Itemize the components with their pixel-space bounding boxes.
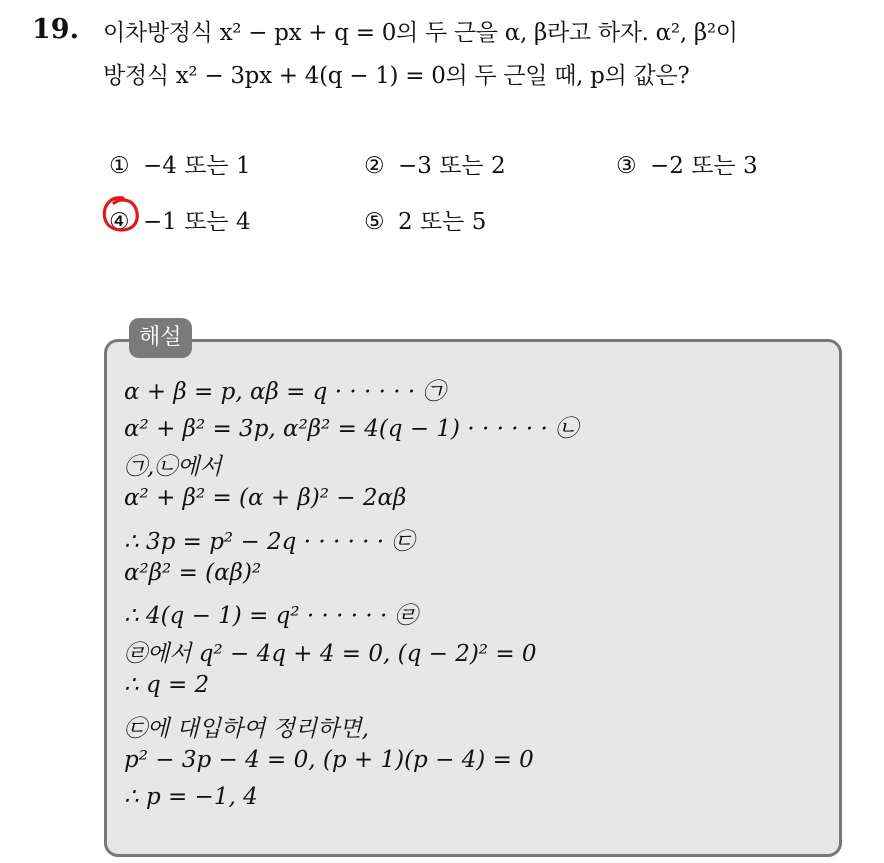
solution-line: α² + β² = 3p, α²β² = 4(q − 1) · · · · · · ㉡ xyxy=(124,416,579,443)
choice-5-text: 2 또는 5 xyxy=(398,209,487,235)
choice-1-text: −4 또는 1 xyxy=(143,153,251,179)
answer-circle-mark xyxy=(101,194,141,234)
choice-5[interactable] xyxy=(364,203,486,236)
choice-5-mark: ⑤ xyxy=(364,209,385,235)
choice-2[interactable] xyxy=(364,147,506,180)
solution-line: α + β = p, αβ = q · · · · · · ㉠ xyxy=(124,379,446,405)
solution-line: ㉣에서 q² − 4q + 4 = 0, (q − 2)² = 0 xyxy=(124,640,537,667)
choice-3[interactable] xyxy=(616,147,758,180)
question-number: 19. xyxy=(32,14,79,45)
choice-1-mark: ① xyxy=(109,153,130,179)
choice-4-text: −1 또는 4 xyxy=(143,209,251,235)
solution-line: ㉠,㉡에서 xyxy=(124,453,222,480)
solution-line: α² + β² = (α + β)² − 2αβ xyxy=(124,485,407,512)
solution-line: ∴ 3p = p² − 2q · · · · · · ㉢ xyxy=(124,528,415,555)
choice-1[interactable] xyxy=(109,147,251,180)
choice-4-mark: ④ xyxy=(109,209,130,235)
choice-3-text: −2 또는 3 xyxy=(650,153,758,179)
choice-2-mark: ② xyxy=(364,153,385,179)
question-text-line-2: 방정식 x² − 3px + 4(q − 1) = 0의 두 근일 때, p의 값은? xyxy=(103,63,690,89)
choice-3-mark: ③ xyxy=(616,153,637,179)
solution-line: ㉢에 대입하여 정리하면, xyxy=(124,715,369,742)
choice-2-text: −3 또는 2 xyxy=(398,153,506,179)
solution-line: ∴ q = 2 xyxy=(124,672,210,699)
question-text-line-1: 이차방정식 x² − px + q = 0의 두 근을 α, β라고 하자. α², β²이 xyxy=(103,20,738,46)
solution-line: p² − 3p − 4 = 0, (p + 1)(p − 4) = 0 xyxy=(124,747,534,773)
solution-line: α²β² = (αβ)² xyxy=(124,560,262,586)
solution-tag: 해설 xyxy=(129,318,192,358)
solution-line: ∴ 4(q − 1) = q² · · · · · · ㉣ xyxy=(124,603,418,630)
solution-line: ∴ p = −1, 4 xyxy=(124,784,258,811)
